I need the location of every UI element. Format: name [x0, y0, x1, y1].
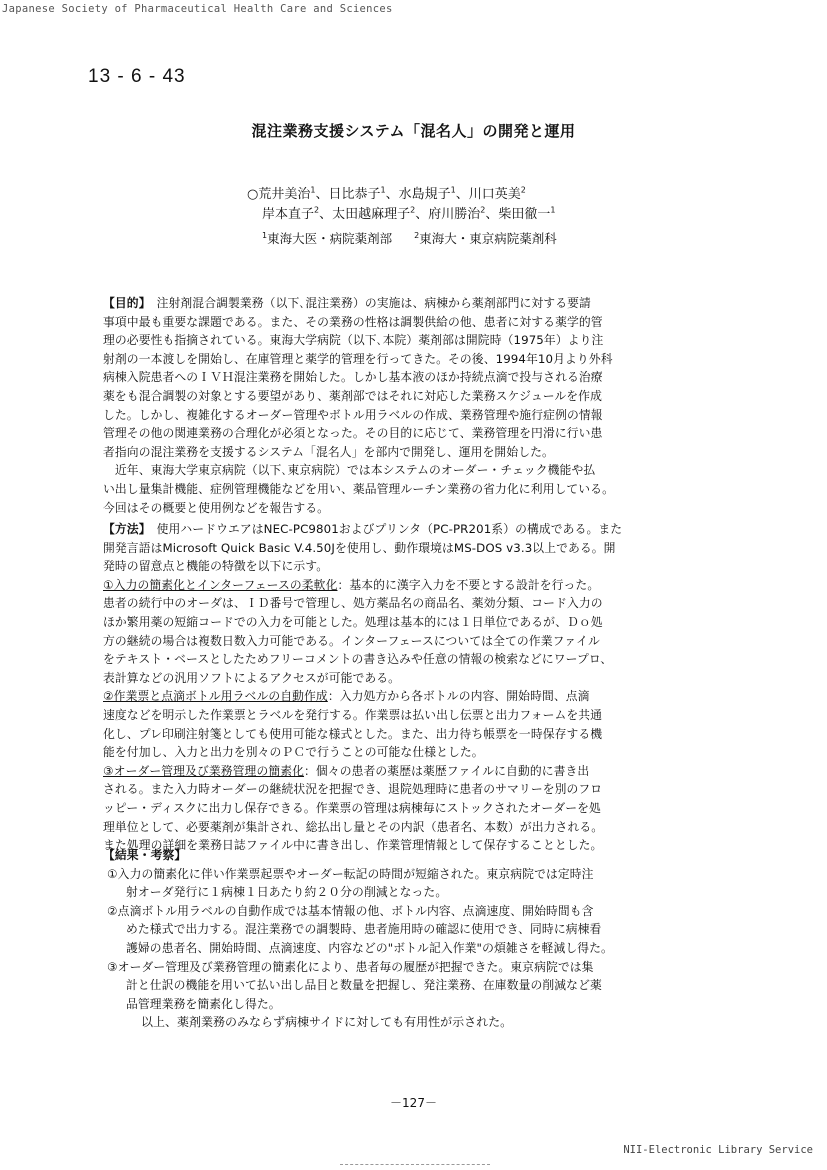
author-line-2: [262, 203, 555, 222]
affiliations: [262, 229, 557, 247]
affiliation-name: 東海大医・病院薬剤部: [267, 231, 393, 246]
purpose-line: 事項中最も重要な課題である。また、その業務の性格は調製供給の他、患者に対する薬学的管: [103, 314, 603, 329]
author-name: 川口英美: [468, 187, 521, 202]
results-line: ①入力の簡素化に伴い作業票起票やオーダー転記の時間が短縮された。東京病院では定時注: [107, 866, 594, 881]
author-affiliation-mark: 1: [450, 185, 456, 195]
results-line: 護婦の患者名、開始時間、点滴速度、内容などの"ボトル記入作業"の煩雑さを軽減し得た。: [126, 940, 613, 955]
method-line: 発時の留意点と機能の特徴を以下に示す。: [103, 559, 329, 574]
abstract-code: 13 - 6 - 43: [88, 66, 186, 87]
results-line: ③オーダー管理及び業務管理の簡素化により、患者毎の履歴が把握できた。東京病院では集: [107, 959, 594, 974]
purpose-line: 理の必要性も指摘されている。東海大学病院（以下､本院）薬剤部は開院時（1975年）より注: [103, 333, 604, 348]
author-affiliation-mark: 2: [314, 205, 320, 215]
method-line: 化し、プレ印刷注射箋としても使用可能な様式とした。また、出力待ち帳票を一時保存する機: [103, 726, 603, 741]
affiliation-name: 東海大・東京病院薬剤科: [419, 231, 557, 246]
author-affiliation-mark: 1: [380, 185, 386, 195]
method-line: ②作業票と点滴ボトル用ラベルの自動作成：入力処方から各ボトルの内容、開始時間、点滴: [103, 689, 590, 704]
method-line: 開発言語はMicrosoft Quick Basic V.4.50Jを使用し、動作環境はMS-DOS v3.3以上である。開: [103, 540, 616, 555]
results-section: [103, 846, 613, 1013]
results-line: 計と仕訳の機能を用いて払い出し品目と数量を把握し、発注業務、在庫数量の削減など薬: [126, 978, 602, 993]
author-affiliation-mark: 2: [520, 185, 526, 195]
author-affiliation-mark: 2: [480, 205, 486, 215]
method-line: ①入力の簡素化とインターフェースの柔軟化：基本的に漢字入力を不要とする設計を行った。: [103, 577, 600, 592]
purpose-line: 管理その他の関連業務の合理化が必須となった。その目的に応じて、業務管理を円滑に行い患: [103, 426, 603, 441]
method-line: 表計算などの汎用ソフトによるアクセスが可能である。: [103, 670, 401, 685]
method-line: 患者の続行中のオーダは、ＩＤ番号で管理し、処方薬品名の商品名、薬効分類、コード入力の: [103, 596, 603, 611]
purpose-line: い出し量集計機能、症例管理機能などを用い、薬品管理ルーチン業務の省力化に利用している。: [103, 481, 614, 496]
method-line: ③オーダー管理及び業務管理の簡素化：個々の患者の薬歴は薬歴ファイルに自動的に書き出: [103, 763, 590, 778]
purpose-line: した。しかし、複雑化するオーダー管理やボトル用ラベルの作成、業務管理や施行症例の情報: [103, 407, 603, 422]
results-line: ②点滴ボトル用ラベルの自動作成では基本情報の他、ボトル内容、点滴速度、開始時間も含: [107, 903, 594, 918]
results-line: 品管理業務を簡素化し得た。: [126, 996, 281, 1011]
author-name: 府川勝治: [428, 207, 481, 222]
author-separator: 、: [455, 187, 469, 202]
purpose-line: 【目的】 注射剤混合調製業務（以下､混注業務）の実施は、病棟から薬剤部門に対する要請: [103, 296, 591, 310]
method-line: また処理の詳細を業務日誌ファイル中に書き出し、作業管理情報として保存することとした。: [103, 838, 603, 853]
footer-rule: [340, 1164, 490, 1166]
purpose-line: 今回はその概要と使用例などを報告する。: [103, 500, 330, 515]
method-line: 方の継続の場合は複数日数入力可能である。インターフェースについては全ての作業ファイル: [103, 633, 600, 648]
page-number: －127－: [390, 1096, 437, 1110]
author-separator: 、: [415, 207, 429, 222]
method-item-title: ②作業票と点滴ボトル用ラベルの自動作成: [103, 689, 328, 704]
method-line: 能を付加し、入力と出力を別々のＰＣで行うことの可能な仕様とした。: [103, 745, 484, 760]
results-heading: 【結果・考察】: [103, 848, 187, 862]
author-separator: 、: [485, 207, 499, 222]
author-separator: 、: [315, 187, 329, 202]
footer-service: NII-Electronic Library Service: [623, 1144, 813, 1156]
author-name: 水島規子: [398, 187, 451, 202]
paper-title: 混注業務支援システム「混名人」の開発と運用: [251, 122, 576, 140]
author-name: ○荒井美治: [247, 187, 311, 202]
method-line: される。また入力時オーダーの継続状況を把握でき、退院処理時に患者のサマリーを別のフロ: [103, 782, 603, 797]
purpose-section: [103, 294, 614, 517]
method-line: ッピー・ディスクに出力し保存できる。作業票の管理は病棟毎にストックされたオーダーを処: [103, 800, 601, 815]
method-item-title: ①入力の簡素化とインターフェースの柔軟化: [103, 577, 338, 592]
method-item-title: ③オーダー管理及び業務管理の簡素化: [103, 763, 305, 778]
method-line: ほか繁用薬の短縮コードでの入力を可能とした。処理は基本的には１日単位であるが、Ｄｏ処: [103, 614, 603, 629]
purpose-line: 射剤の一本渡しを開始し、在庫管理と薬学的管理を行ってきた。その後、1994年10月より外科: [103, 351, 613, 366]
author-name: 柴田徹一: [498, 207, 551, 222]
results-line: めた様式で出力する。混注業務での調製時、患者施用時の確認に使用でき、同時に病棟看: [126, 922, 602, 937]
purpose-line: 薬をも混合調製の対象とする要望があり、薬剤部ではそれに対応した業務スケジュールを作成: [103, 388, 602, 403]
method-line: をテキスト・ベースとしたためフリーコメントの書き込みや任意の情報の検索などにワープロ、: [103, 652, 613, 667]
author-separator: 、: [319, 207, 333, 222]
method-section: [103, 520, 622, 855]
affiliation-mark: 1: [262, 230, 268, 240]
method-heading: 【方法】: [103, 522, 145, 536]
author-affiliation-mark: 1: [310, 185, 316, 195]
affiliation-mark: 2: [414, 230, 420, 240]
purpose-heading: 【目的】: [103, 296, 145, 310]
purpose-line: 者指向の混注業務を支援するシステム「混名人」を部内で開発し、運用を開始した。: [103, 444, 554, 459]
author-name: 岸本直子: [262, 207, 315, 222]
results-line: 射オーダ発行に１病棟１日あたり約２０分の削減となった。: [126, 885, 448, 900]
method-line: 理単位として、必要薬剤が集計され、総払出し量とその内訳（患者名、本数）が出力される。: [103, 819, 604, 834]
author-affiliation-mark: 2: [410, 205, 416, 215]
society-header: Japanese Society of Pharmaceutical Health Care and Sciences: [2, 3, 393, 15]
author-name: 太田越麻理子: [332, 207, 411, 222]
method-line: 速度などを明示した作業票とラベルを発行する。作業票は払い出し伝票と出力フォームを共通: [103, 707, 603, 722]
author-separator: 、: [385, 187, 399, 202]
method-line: 【方法】 使用ハードウエアはNEC-PC9801およびプリンタ（PC-PR201系）の構成である。また: [103, 522, 623, 536]
purpose-line: 病棟入院患者へのＩＶＨ混注業務を開始した。しかし基本液のほか持続点滴で投与される治療: [103, 370, 603, 385]
conclusion-text: 以上、薬剤業務のみならず病棟サイドに対しても有用性が示された。: [141, 1015, 513, 1029]
author-name: 日比恭子: [328, 187, 381, 202]
purpose-line: 近年、東海大学東京病院（以下､東京病院）では本システムのオーダー・チェック機能や払: [103, 463, 596, 478]
author-line-1: [247, 183, 526, 202]
author-affiliation-mark: 1: [550, 205, 556, 215]
